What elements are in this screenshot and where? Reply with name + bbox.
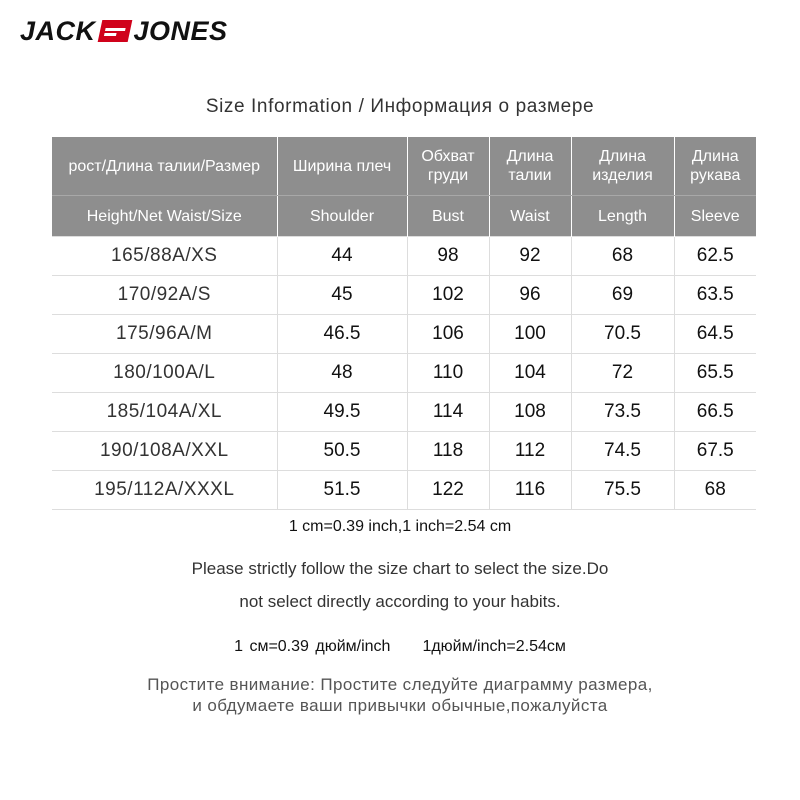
measurement-cell: 66.5 [674, 393, 756, 432]
size-table [52, 137, 756, 510]
advice-line-1: Please strictly follow the size chart to select the size.Do [191, 559, 609, 578]
table-row [52, 393, 756, 432]
header-cell-ru: Длина талии [489, 137, 571, 196]
measurement-cell: 73.5 [571, 393, 674, 432]
brand-logo-right: JONES [133, 15, 228, 46]
measurement-cell: 118 [407, 432, 489, 471]
header-cell-ru: Ширина плеч [277, 137, 407, 196]
measurement-cell: 62.5 [674, 237, 756, 276]
measurement-cell: 64.5 [674, 315, 756, 354]
jj-flag-icon [97, 20, 132, 42]
measurement-cell: 68 [674, 471, 756, 510]
header-row-en [52, 196, 756, 237]
measurement-cell: 108 [489, 393, 571, 432]
header-cell-en: Length [571, 196, 674, 237]
size-label-cell: 170/92A/S [52, 276, 277, 315]
conversion-ru-inch: 1дюйм/inch=2.54см [422, 638, 566, 655]
measurement-cell: 69 [571, 276, 674, 315]
size-label-cell: 195/112A/XXXL [52, 471, 277, 510]
measurement-cell: 110 [407, 354, 489, 393]
table-row [52, 354, 756, 393]
conversion-note-ru [0, 638, 800, 656]
table-row [52, 432, 756, 471]
measurement-cell: 68 [571, 237, 674, 276]
page-title: Size Information / Информация о размере [205, 96, 595, 117]
header-cell-ru: Длина изделия [571, 137, 674, 196]
brand-logo [20, 14, 228, 48]
measurement-cell: 65.5 [674, 354, 756, 393]
table-row [52, 471, 756, 510]
conversion-note: 1 cm=0.39 inch,1 inch=2.54 cm [288, 518, 512, 535]
measurement-cell: 114 [407, 393, 489, 432]
header-cell-en: Sleeve [674, 196, 756, 237]
measurement-cell: 102 [407, 276, 489, 315]
measurement-cell: 98 [407, 237, 489, 276]
ru-advice-line-2: и обдумаете ваши привычки обычные,пожалуйста [192, 696, 608, 715]
conversion-ru-cm: 1 см=0.39 дюйм/inch [234, 638, 391, 655]
measurement-cell: 116 [489, 471, 571, 510]
header-cell-en: Height/Net Waist/Size [52, 196, 277, 237]
advice-line-2: not select directly according to your habits. [239, 592, 561, 611]
ru-advice-line-1: Простите внимание: Простите следуйте диаграмму размера, [147, 675, 653, 694]
measurement-cell: 104 [489, 354, 571, 393]
measurement-cell: 63.5 [674, 276, 756, 315]
measurement-cell: 50.5 [277, 432, 407, 471]
header-cell-en: Waist [489, 196, 571, 237]
size-label-cell: 185/104A/XL [52, 393, 277, 432]
table-row [52, 315, 756, 354]
measurement-cell: 45 [277, 276, 407, 315]
size-label-cell: 165/88A/XS [52, 237, 277, 276]
measurement-cell: 122 [407, 471, 489, 510]
measurement-cell: 48 [277, 354, 407, 393]
header-row-ru [52, 137, 756, 196]
brand-logo-left: JACK [20, 15, 96, 46]
measurement-cell: 44 [277, 237, 407, 276]
size-label-cell: 190/108A/XXL [52, 432, 277, 471]
header-cell-ru: Длина рукава [674, 137, 756, 196]
measurement-cell: 46.5 [277, 315, 407, 354]
measurement-cell: 75.5 [571, 471, 674, 510]
measurement-cell: 72 [571, 354, 674, 393]
header-cell-en: Bust [407, 196, 489, 237]
size-label-cell: 180/100A/L [52, 354, 277, 393]
size-table-body [52, 237, 756, 510]
table-row [52, 237, 756, 276]
size-label-cell: 175/96A/M [52, 315, 277, 354]
measurement-cell: 106 [407, 315, 489, 354]
measurement-cell: 112 [489, 432, 571, 471]
table-row [52, 276, 756, 315]
measurement-cell: 70.5 [571, 315, 674, 354]
measurement-cell: 51.5 [277, 471, 407, 510]
measurement-cell: 100 [489, 315, 571, 354]
measurement-cell: 74.5 [571, 432, 674, 471]
header-cell-ru: Обхват груди [407, 137, 489, 196]
measurement-cell: 96 [489, 276, 571, 315]
header-cell-ru: рост/Длина талии/Размер [52, 137, 277, 196]
header-cell-en: Shoulder [277, 196, 407, 237]
measurement-cell: 67.5 [674, 432, 756, 471]
measurement-cell: 49.5 [277, 393, 407, 432]
measurement-cell: 92 [489, 237, 571, 276]
